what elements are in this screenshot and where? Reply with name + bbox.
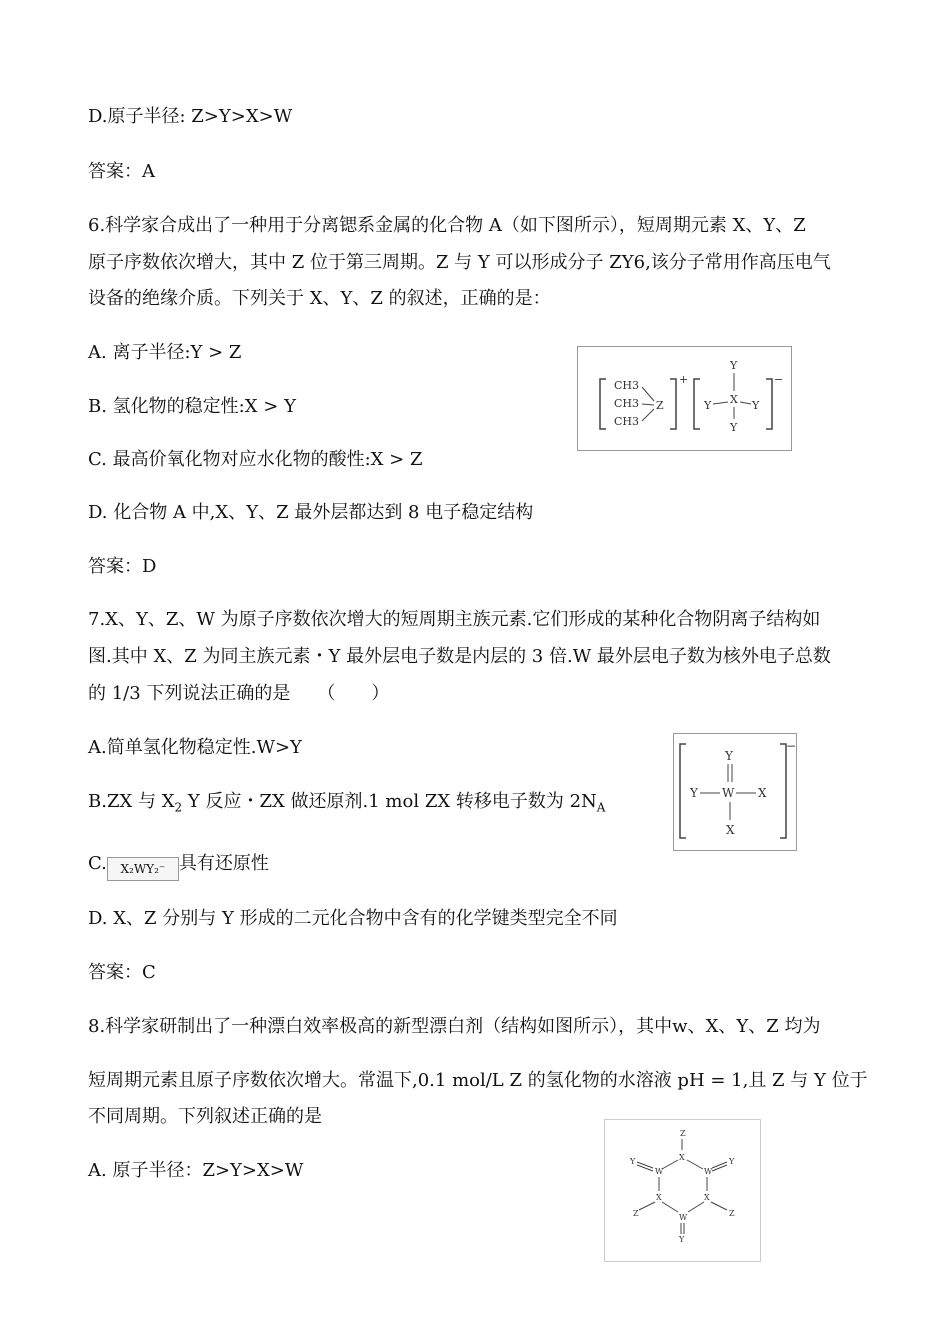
q6-fig-y-right: Y [752, 399, 760, 412]
q8-stem-3: 不同周期。下列叙述正确的是 [88, 1106, 322, 1127]
q7-fig-minus: − [786, 739, 796, 753]
q8-fig-x-right: X [704, 1193, 710, 1202]
q8-fig-x-top: X [679, 1153, 685, 1162]
q6-structure-figure [577, 346, 792, 451]
q8-stem-2: 短周期元素且原子序数依次增大。常温下,0.1 mol/L Z 的氢化物的水溶液 pH = 1,且 Z 与 Y 位于 [88, 1070, 868, 1091]
q6-option-d: D. 化合物 A 中,X、Y、Z 最外层都达到 8 电子稳定结构 [88, 502, 534, 523]
q7-fig-x-bottom: X [726, 823, 735, 837]
q7-answer: 答案：C [88, 962, 156, 983]
q7-option-c-formula-image: X₂WY₂⁻ [107, 857, 179, 881]
q6-fig-ch3-mid: CH3 [614, 397, 640, 410]
q6-option-b: B. 氢化物的稳定性:X > Y [88, 396, 296, 417]
q7-option-c: C. X₂WY₂⁻ 具有还原性 [88, 853, 269, 881]
q6-stem-3: 设备的绝缘介质。下列关于 X、Y、Z 的叙述，正确的是： [88, 288, 551, 309]
q6-fig-y-left: Y [704, 399, 712, 412]
q7-option-a: A.简单氢化物稳定性.W>Y [88, 737, 302, 758]
q7-fig-w: W [722, 786, 735, 800]
q8-fig-x-left: X [656, 1193, 662, 1202]
q7-fig-y-left: Y [690, 786, 698, 800]
q8-fig-w-bottom: W [679, 1213, 688, 1222]
q8-fig-w-left: W [655, 1167, 664, 1176]
q6-fig-y-top: Y [730, 359, 738, 372]
q7-fig-x-right: X [758, 786, 767, 800]
q7-structure-figure [673, 733, 797, 851]
q8-fig-y-tr: Y [729, 1157, 735, 1166]
q6-fig-plus: + [679, 373, 689, 386]
q8-option-a: A. 原子半径：Z>Y>X>W [88, 1160, 304, 1181]
q8-fig-z-left: Z [633, 1209, 639, 1218]
q6-stem-2: 原子序数依次增大，其中 Z 位于第三周期。Z 与 Y 可以形成分子 ZY6,该分子常用作高压电气 [88, 252, 831, 273]
q6-fig-y-bottom: Y [730, 421, 738, 434]
prev-answer: 答案：A [88, 161, 155, 182]
q6-fig-ch3-top: CH3 [614, 379, 640, 392]
q6-stem-1: 6.科学家合成出了一种用于分离锶系金属的化合物 A（如下图所示），短周期元素 X、Y、Z [88, 215, 806, 236]
q8-fig-z-top: Z [680, 1129, 686, 1138]
q8-structure-figure [604, 1119, 761, 1262]
q6-option-a: A. 离子半径:Y > Z [88, 342, 242, 363]
q7-fig-y-top: Y [725, 749, 733, 763]
q6-fig-x: X [730, 393, 738, 406]
q8-fig-y-tl: Y [630, 1157, 636, 1166]
q7-stem-2: 图.其中 X、Z 为同主族元素・Y 最外层电子数是内层的 3 倍.W 最外层电子数为核外电子总数 [88, 646, 831, 667]
q7-option-d: D. X、Z 分别与 Y 形成的二元化合物中含有的化学键类型完全不同 [88, 908, 618, 929]
q7-option-b: B.ZX 与 $X_2$ Y 反应・ZX 做还原剂.1 mol ZX 转移电子数为 $2N_A$ [88, 791, 606, 815]
q7-stem-3: 的 1/3 下列说法正确的是 （ ） [88, 683, 390, 704]
q8-stem-1: 8.科学家研制出了一种漂白效率极高的新型漂白剂（结构如图所示），其中w、X、Y、Z 均为 [88, 1016, 821, 1037]
prev-option-d: D.原子半径: Z>Y>X>W [88, 106, 293, 127]
q8-fig-z-right: Z [729, 1209, 735, 1218]
q6-fig-minus: − [774, 373, 784, 386]
q6-fig-ch3-bot: CH3 [614, 415, 640, 428]
q8-fig-w-right: W [704, 1167, 713, 1176]
q6-option-c: C. 最高价氧化物对应水化物的酸性:X > Z [88, 449, 423, 470]
q6-answer: 答案：D [88, 556, 157, 577]
q8-fig-y-bottom: Y [679, 1235, 685, 1244]
q7-stem-1: 7.X、Y、Z、W 为原子序数依次增大的短周期主族元素.它们形成的某种化合物阴离子结构如 [88, 609, 821, 630]
q6-fig-z: Z [656, 399, 664, 412]
